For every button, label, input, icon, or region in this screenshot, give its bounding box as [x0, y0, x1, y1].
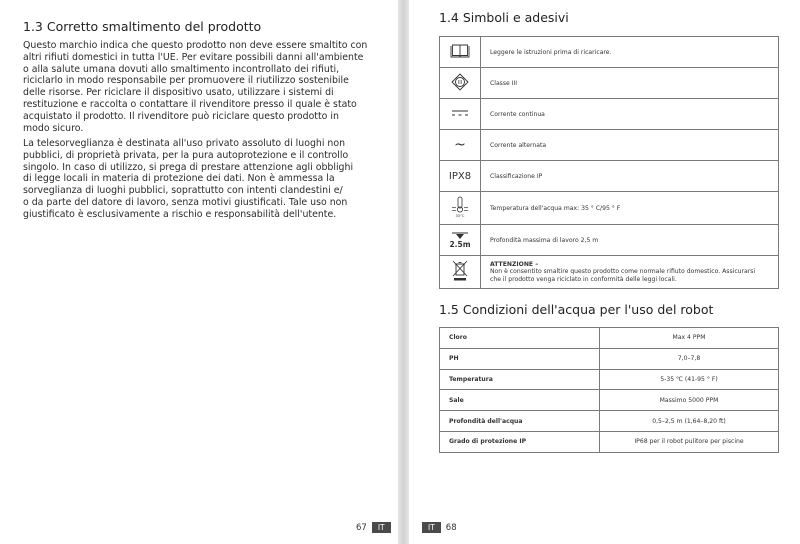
value-cell: Max 4 PPM	[600, 328, 779, 349]
direct-current-icon	[440, 99, 481, 130]
value-cell: IP68 per il robot pulitore per piscine	[600, 431, 779, 452]
table-row	[440, 192, 779, 225]
ipx8-label: IPX8	[448, 170, 472, 182]
parameter-cell: PH	[440, 348, 600, 369]
symbol-description: Classe III	[481, 68, 779, 99]
table-row	[440, 99, 779, 130]
table-row	[440, 225, 779, 256]
text-line: modo sicuro.	[23, 122, 84, 134]
symbol-description: Classificazione IP	[481, 161, 779, 192]
table-row	[440, 68, 779, 99]
text-line: o da parte del datore di lavoro, senza motivi giustificati. Tale uso non	[23, 196, 348, 208]
crossed-bin-icon	[440, 256, 481, 289]
warning-description	[481, 256, 779, 289]
value-cell: 0,5–2,5 m (1,64–8,20 ft)	[600, 411, 779, 432]
text-line: di legge locali in materia di protezione dei dati. Non è ammessa la	[23, 173, 335, 185]
parameter-cell: Grado di protezione IP	[440, 431, 600, 452]
table-row	[440, 328, 779, 349]
book-icon	[440, 37, 481, 68]
water-conditions-title: 1.5 Condizioni dell'acqua per l'uso del robot	[439, 302, 714, 317]
table-row	[440, 256, 779, 289]
text-line: sorveglianza di luoghi pubblici, soprattutto con intenti clandestini e/	[23, 185, 343, 197]
text-line: La telesorveglianza è destinata all'uso privato assoluto di luoghi non	[23, 138, 346, 149]
left-footer	[351, 522, 391, 533]
value-cell: 5-35 ℃ (41-95 ° F)	[600, 369, 779, 390]
text-line: o alla salute umana dovuti allo smaltimento incontrollato dei rifiuti,	[23, 63, 340, 75]
disposal-paragraph	[23, 40, 373, 134]
table-row	[440, 130, 779, 161]
ipx8-icon	[440, 161, 481, 192]
depth-label: 2.5m	[449, 239, 471, 249]
value-cell: Massimo 5000 PPM	[600, 390, 779, 411]
symbol-description: Corrente alternata	[481, 130, 779, 161]
parameter-cell: Sale	[440, 390, 600, 411]
symbol-description: Leggere le istruzioni prima di ricaricare.	[481, 37, 779, 68]
ac-glyph: ~	[454, 137, 466, 153]
table-row	[440, 431, 779, 452]
text-line: restituzione e raccolta o contattare il rivenditore presso il quale è stato	[23, 98, 357, 110]
disposal-section-title: 1.3 Corretto smaltimento del prodotto	[23, 19, 262, 34]
parameter-cell: Profondità dell'acqua	[440, 411, 600, 432]
text-line: pubblici, di proprietà privata, per la pura autoprotezione e il controllo	[23, 149, 349, 161]
text-line: riciclarlo in modo responsabile per promuovere il riutilizzo sostenibile	[23, 75, 349, 87]
surveillance-paragraph	[23, 138, 373, 221]
text-line: acquistato il prodotto. Il rivenditore può riciclare questo prodotto in	[23, 110, 339, 122]
symbols-section-title: 1.4 Simboli e adesivi	[439, 10, 569, 25]
page-number: 68	[445, 522, 457, 533]
water-conditions-table	[439, 327, 779, 453]
text-line: singolo. In caso di utilizzo, si prega di prestare attenzione agli obblighi	[23, 161, 354, 173]
alternating-current-icon	[440, 130, 481, 161]
table-row	[440, 37, 779, 68]
class-iii-icon	[440, 68, 481, 99]
table-row	[440, 161, 779, 192]
value-cell: 7,0–7,8	[600, 348, 779, 369]
symbol-description: Profondità massima di lavoro 2,5 m	[481, 225, 779, 256]
max-depth-icon	[440, 225, 481, 256]
language-tag: IT	[372, 522, 391, 533]
table-row	[440, 411, 779, 432]
class-iii-label: III	[457, 80, 463, 86]
table-row	[440, 369, 779, 390]
page-gutter	[398, 0, 409, 544]
warning-title: ATTENZIONE –	[490, 260, 539, 268]
language-tag: IT	[422, 522, 441, 533]
table-row	[440, 390, 779, 411]
table-row	[440, 348, 779, 369]
water-temperature-icon	[440, 192, 481, 225]
symbols-table	[439, 36, 779, 289]
text-line: delle risorse. Per riciclare il dispositivo usato, utilizzare i sistemi di	[23, 87, 334, 99]
parameter-cell: Cloro	[440, 328, 600, 349]
text-line: Questo marchio indica che questo prodotto non deve essere smaltito con	[23, 40, 368, 51]
left-page	[0, 0, 398, 544]
warning-line: Non è consentito smaltire questo prodotto come normale rifiuto domestico. Assicurarsi	[490, 267, 756, 275]
right-page	[409, 0, 800, 544]
text-line: altri rifiuti domestici in tutta l'UE. Per evitare possibili danni all'ambiente	[23, 51, 364, 63]
warning-line: che il prodotto venga riciclato in conformità delle leggi locali.	[490, 275, 677, 283]
page-number: 67	[356, 522, 367, 533]
symbol-description: Temperatura dell'acqua max: 35 ° C/95 ° F	[481, 192, 779, 225]
temperature-label: 35°C	[455, 214, 465, 218]
text-line: giustificato è esclusivamente a rischio e responsabilità dell'utente.	[23, 208, 337, 220]
parameter-cell: Temperatura	[440, 369, 600, 390]
right-footer	[422, 522, 462, 533]
symbol-description: Corrente continua	[481, 99, 779, 130]
